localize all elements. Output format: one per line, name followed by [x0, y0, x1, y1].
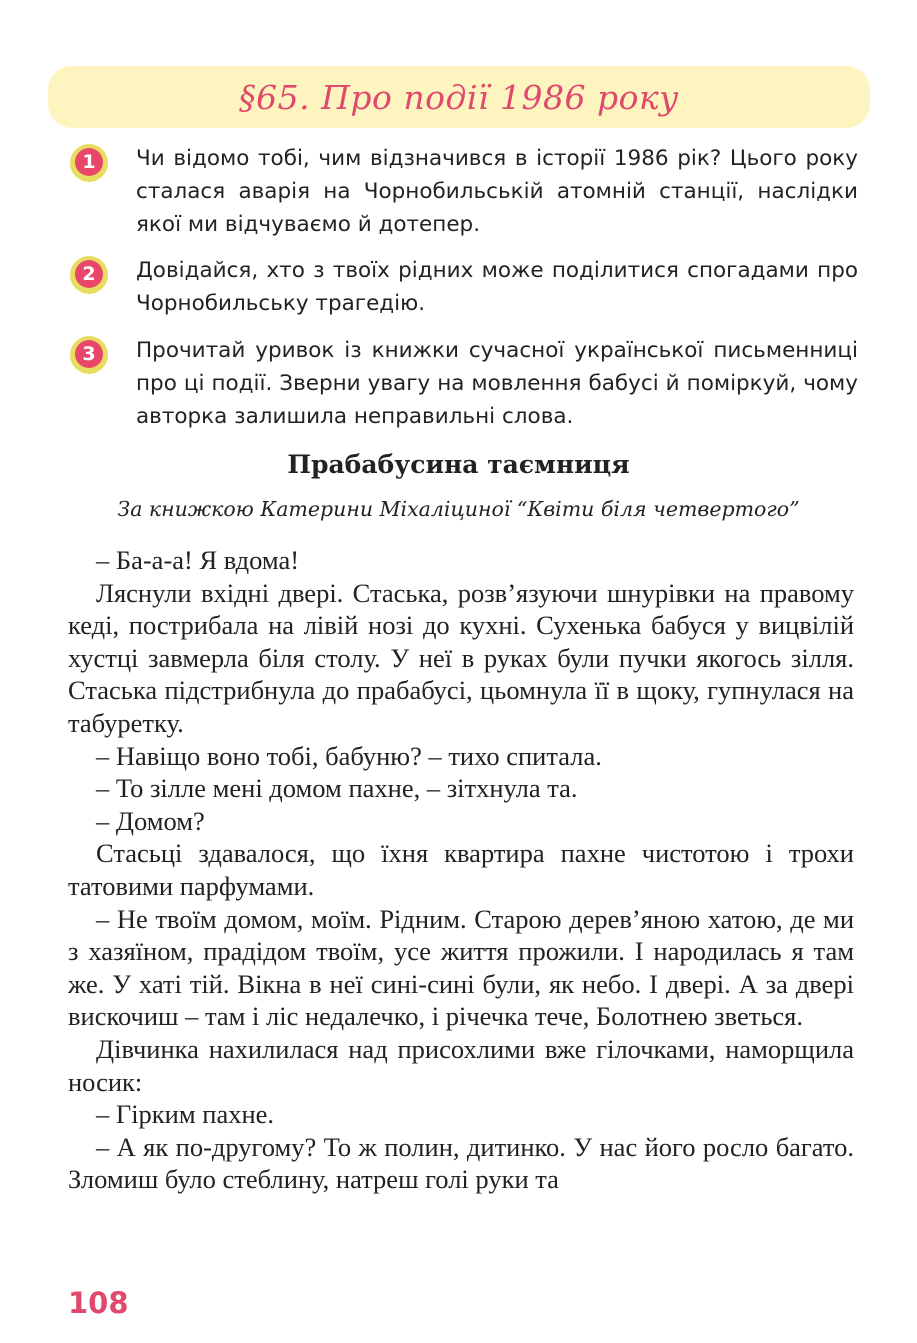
section-title: §65. Про події 1986 року	[239, 77, 679, 117]
page-number: 108	[68, 1286, 129, 1320]
story-paragraph: – Домом?	[96, 805, 205, 836]
task-text: Довідайся, хто з твоїх рідних може поділитися спогадами про Чорнобильську трагедію.	[136, 258, 858, 316]
story-paragraph: Стасьці здавалося, що їхня квартира пахне чистотою і трохи татовими парфумами.	[68, 838, 854, 901]
story-source: За книжкою Катерини Міхаліциної “Квіти біля четвертого”	[117, 497, 800, 521]
task-number: 3	[75, 340, 103, 368]
story-paragraph: – То зілле мені домом пахне, – зітхнула та.	[96, 773, 578, 804]
task-number-badge	[70, 336, 108, 374]
story-paragraph: – Не твоїм домом, моїм. Рідним. Старою дерев’яною хатою, де ми з хазяїном, прадідом твоїм, усе життя прожили. І народилась я там же. У хаті тій. Вікна в неї сині-сині були, як небо. І двері. А за двері вискочиш – там і ліс недалечко, і річечка тече, Болотнею зветься.	[68, 903, 854, 1032]
section-header	[48, 66, 870, 128]
task-text: Чи відомо тобі, чим відзначився в історії 1986 рік? Цього року сталася аварія на Чорнобильській атомній станції, наслідки якої ми відчуваємо й дотепер.	[136, 146, 858, 237]
story-paragraph: – Ба-а-а! Я вдома!	[96, 545, 300, 575]
story-paragraph: Дівчинка нахилилася над присохлими вже гілочками, наморщила носик:	[68, 1033, 854, 1097]
task-number-badge	[70, 144, 108, 182]
task-number-badge	[70, 256, 108, 294]
story-title: Прабабусина таємниця	[287, 450, 630, 479]
task-number: 1	[75, 148, 103, 176]
story-paragraph: – А як по-другому? То ж полин, дитинко. У нас його росло багато. Зломиш було стеблину, натреш голі руки та	[68, 1131, 854, 1195]
task-number: 2	[75, 260, 103, 288]
story-paragraph: Ляснули вхідні двері. Стаська, розв’язуючи шнурівки на правому кеді, пострибала на лівій нозі до кухні. Сухенька бабуся у вицвілій хустці завмерла біля столу. У неї в руках були пучки якогось зілля. Стаська підстрибнула до прабабусі, цьомнула її в щоку, гупнулася на табуретку.	[68, 577, 854, 738]
task-text: Прочитай уривок із книжки сучасної української письменниці про ці події. Зверни увагу на мовлення бабусі й поміркуй, чому авторка залишила неправильні слова.	[136, 338, 858, 429]
story-paragraph: – Навіщо воно тобі, бабуню? – тихо спитала.	[96, 740, 602, 771]
story-paragraph: – Гірким пахне.	[96, 1099, 275, 1130]
story-body	[68, 544, 854, 1196]
